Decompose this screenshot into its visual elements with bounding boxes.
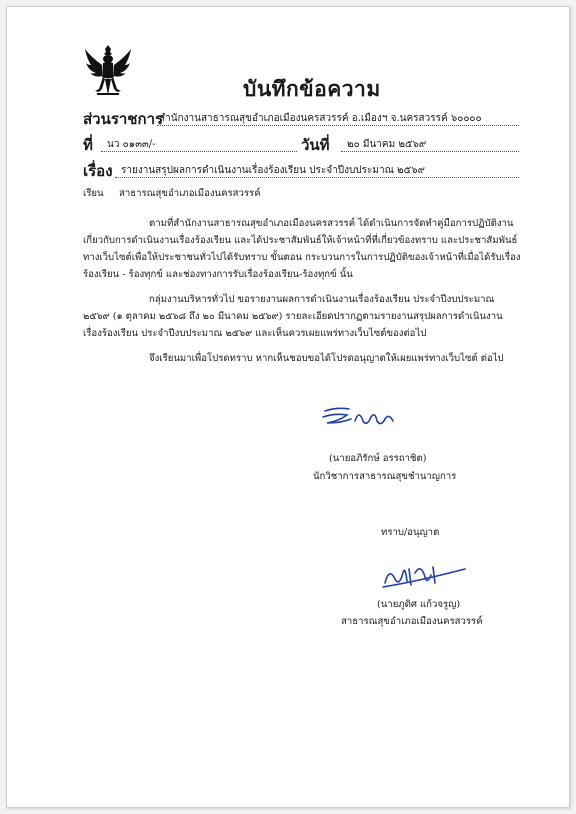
salutation-label: เรียน [83,188,104,199]
ref-label: ที่ [83,136,93,154]
date-label: วันที่ [301,136,330,154]
signer1-name: (นายอภิรักษ์ อรรถาชิต) [329,453,427,464]
body-p1-line4: ร้องเรียน - ร้องทุกข์ และช่องทางการรับเรื่องร้องเรียน-ร้องทุกข์ นั้น [83,269,353,280]
date-rule [341,151,519,152]
ref-rule [101,151,297,152]
body-p1-line3: ทางเว็บไซต์เพื่อให้ประชาชนทั่วไปได้รับทราบ ขั้นตอน กระบวนการในการปฏิบัติของเจ้าหน้าที่เมื่อได้รับเรื่อง [83,252,521,263]
signer1-position: นักวิชาการสาธารณสุขชำนาญการ [313,471,457,482]
body-p1-line1: ตามที่สำนักงานสาธารณสุขอำเภอเมืองนครสวรรค์ ได้ดำเนินการจัดทำคู่มือการปฏิบัติงาน [149,218,514,229]
signer2-name: (นายภูดิศ แก้วจรูญ) [377,599,461,610]
agency-label: ส่วนราชการ [83,110,164,128]
signer2-position: สาธารณสุขอำเภอเมืองนครสวรรค์ [341,616,483,627]
memo-title: บันทึกข้อความ [243,76,381,101]
approval-text: ทราบ/อนุญาต [381,527,440,538]
salutation-value: สาธารณสุขอำเภอเมืองนครสวรรค์ [119,188,261,199]
body-p3: จึงเรียนมาเพื่อโปรดทราบ หากเห็นชอบขอได้โปรดอนุญาตให้เผยแพร่ทางเว็บไซต์ ต่อไป [149,353,504,364]
date-value: ๒๐ มีนาคม ๒๕๖๙ [347,139,427,150]
garuda-emblem-icon [83,43,133,99]
agency-rule [157,125,519,126]
body-p2-line2: ๒๕๖๙ (๑ ตุลาคม ๒๕๖๘ ถึง ๒๐ มีนาคม ๒๕๖๙) รายละเอียดปรากฏตามรายงานสรุปผลการดำเนินงาน [83,311,503,322]
body-p2-line1: กลุ่มงานบริหารทั่วไป ขอรายงานผลการดำเนินงานเรื่องร้องเรียน ประจำปีงบประมาณ [149,294,495,305]
agency-value: สำนักงานสาธารณสุขอำเภอเมืองนครสวรรค์ อ.เมืองฯ จ.นครสวรรค์ ๖๐๐๐๐ [159,113,482,124]
signature-1-icon [315,403,405,433]
body-p2-line3: เรื่องร้องเรียน ประจำปีงบประมาณ ๒๕๖๙ และเห็นควรเผยแพร่ทางเว็บไซต์ของต่อไป [83,328,427,339]
subject-rule [115,177,519,178]
memo-page [6,6,570,808]
signature-2-icon [379,559,469,593]
subject-value: รายงานสรุปผลการดำเนินงานเรื่องร้องเรียน ประจำปีงบประมาณ ๒๕๖๙ [121,165,425,176]
ref-value: นว ๐๑๓๓/- [107,139,156,150]
body-p1-line2: เกี่ยวกับการดำเนินงานเรื่องร้องเรียน และได้ประชาสัมพันธ์ให้เจ้าหน้าที่ที่เกี่ยวข้องทราบ และประชาสัมพันธ์ [83,235,518,246]
subject-label: เรื่อง [83,162,113,180]
